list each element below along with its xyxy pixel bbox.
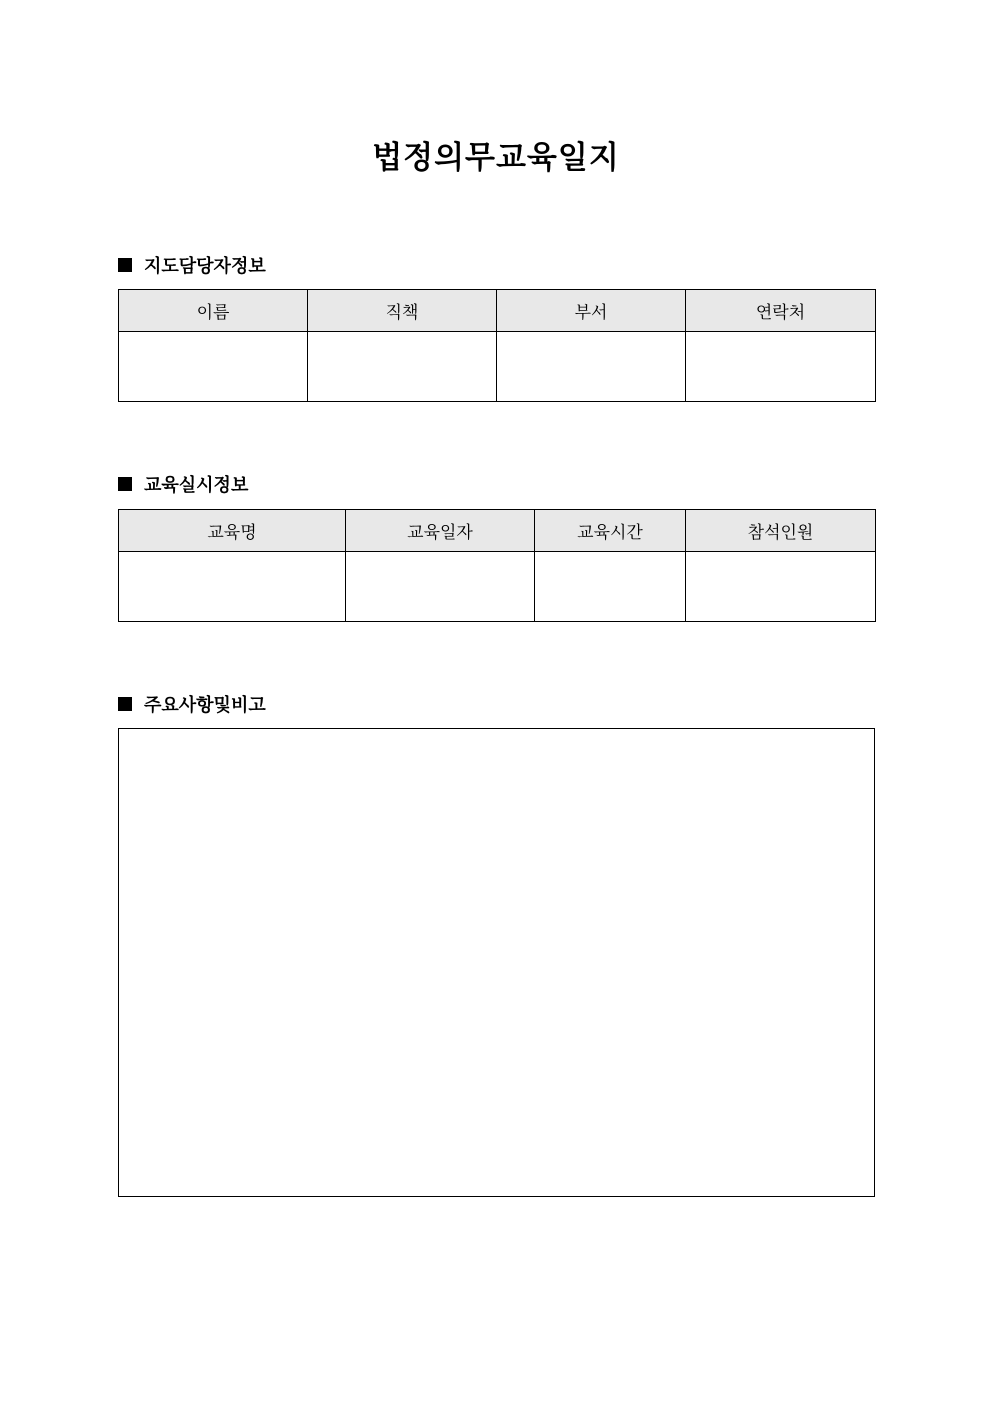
table-header-row	[119, 290, 876, 332]
section-heading-notes	[118, 691, 266, 717]
column-header-name: 이름	[119, 290, 308, 332]
page-title: 법정의무교육일지	[372, 140, 620, 176]
table-header-row	[119, 510, 876, 552]
department-cell[interactable]	[497, 332, 686, 402]
column-header-department: 부서	[497, 290, 686, 332]
contact-cell[interactable]	[686, 332, 876, 402]
hours-cell[interactable]	[535, 552, 686, 622]
section-heading-training	[118, 471, 248, 497]
training-info-table	[118, 509, 876, 622]
column-header-attendees: 참석인원	[686, 510, 876, 552]
column-header-contact: 연락처	[686, 290, 876, 332]
section-heading-instructor	[118, 252, 266, 278]
date-cell[interactable]	[346, 552, 535, 622]
column-header-date: 교육일자	[346, 510, 535, 552]
table-row	[119, 332, 876, 402]
section-title: 주요사항및비고	[144, 695, 266, 716]
square-bullet-icon	[118, 697, 132, 711]
name-cell[interactable]	[119, 332, 308, 402]
column-header-hours: 교육시간	[535, 510, 686, 552]
column-header-position: 직책	[308, 290, 497, 332]
table-row	[119, 552, 876, 622]
notes-remarks-box[interactable]	[118, 728, 875, 1197]
instructor-info-table	[118, 289, 876, 402]
square-bullet-icon	[118, 258, 132, 272]
section-title: 지도담당자정보	[144, 256, 266, 277]
course-name-cell[interactable]	[119, 552, 346, 622]
square-bullet-icon	[118, 477, 132, 491]
section-title: 교육실시정보	[144, 475, 249, 496]
attendees-cell[interactable]	[686, 552, 876, 622]
position-cell[interactable]	[308, 332, 497, 402]
column-header-course-name: 교육명	[119, 510, 346, 552]
